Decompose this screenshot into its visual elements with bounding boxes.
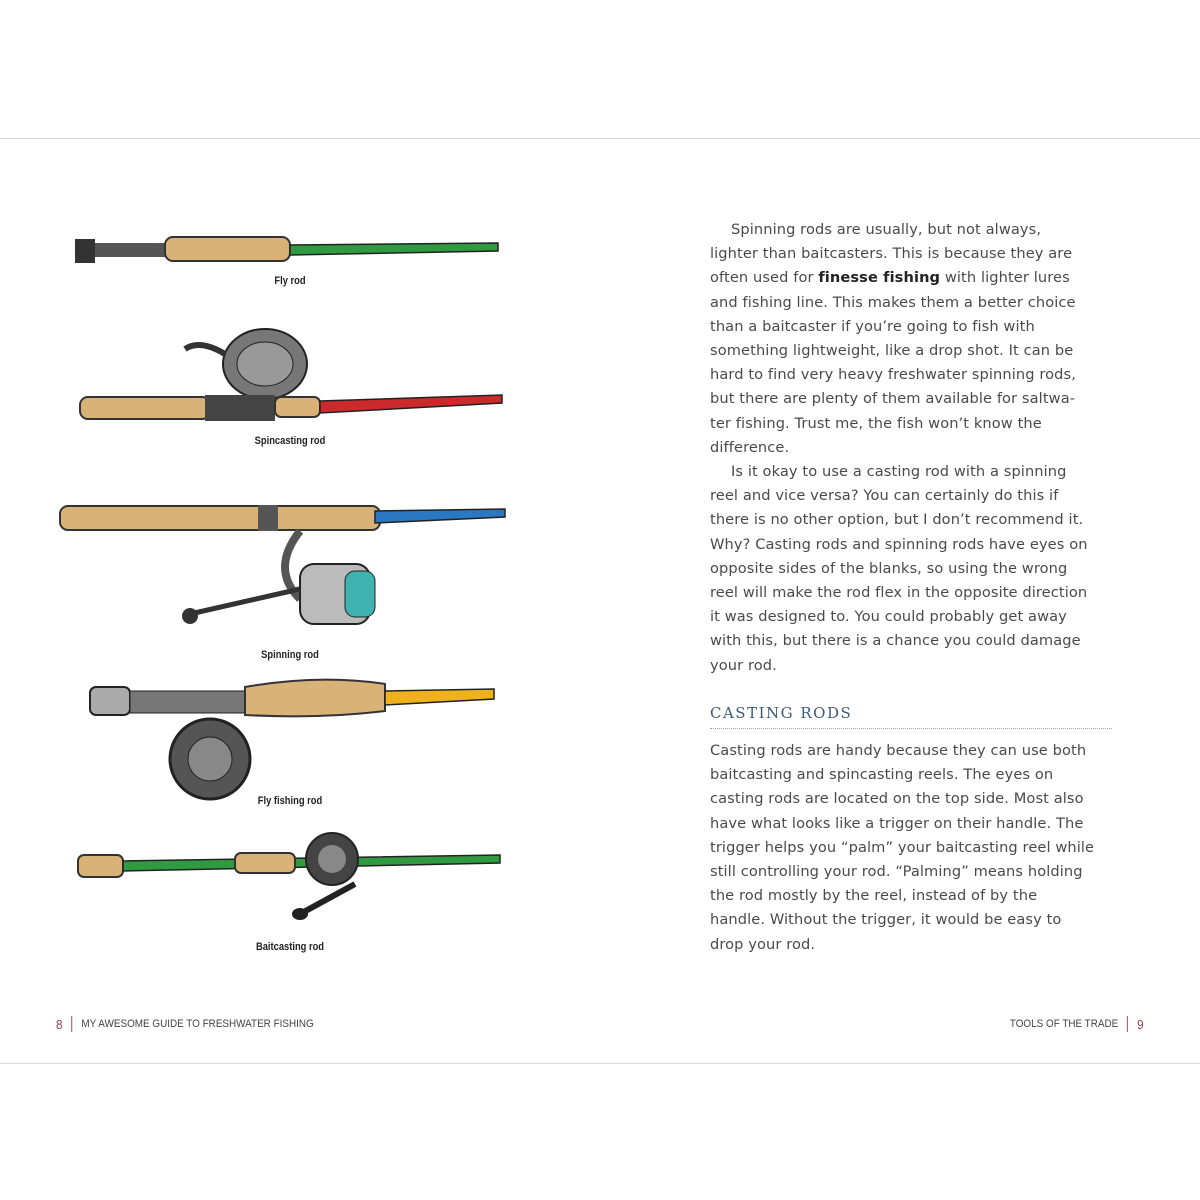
text-line: baitcasting and spincasting reels. The eyes on xyxy=(710,766,1054,784)
text-line: the rod mostly by the reel, instead of by the xyxy=(710,887,1038,905)
text-line: Is it okay to use a casting rod with a spinning xyxy=(731,463,1067,481)
text-line: difference. xyxy=(710,438,790,456)
caption-spinning-rod: Spinning rod xyxy=(261,649,319,661)
text-line: something lightweight, like a drop shot. It can be xyxy=(710,342,1074,360)
left-footer xyxy=(56,1016,314,1032)
caption-fly-fishing-rod: Fly fishing rod xyxy=(257,795,323,807)
text-line: but there are plenty of them available for saltwa- xyxy=(710,390,1076,408)
text-line: reel and vice versa? You can certainly do this if xyxy=(710,487,1059,505)
baitcasting-rod-illustration xyxy=(78,833,500,920)
text-line: casting rods are located on the top side. Most also xyxy=(710,790,1084,808)
text-line: Spinning rods are usually, but not always, xyxy=(731,221,1042,238)
text-line: with this, but there is a chance you could damage xyxy=(710,632,1081,650)
fly-fishing-rod-illustration xyxy=(90,680,494,799)
text-line: lighter than baitcasters. This is because they are xyxy=(710,245,1073,263)
caption-baitcasting-rod: Baitcasting rod xyxy=(255,941,325,953)
book-spread xyxy=(0,138,1200,1064)
text-line: and fishing line. This makes them a better choice xyxy=(710,293,1076,311)
text-line: Casting rods are handy because they can use both xyxy=(710,742,1087,759)
paragraph-casting-rods xyxy=(710,739,1110,957)
text-line: reel will make the rod flex in the opposite direction xyxy=(710,584,1088,602)
text-line xyxy=(710,266,1110,290)
fly-rod-illustration xyxy=(75,237,498,263)
chapter-title: TOOLS OF THE TRADE xyxy=(1010,1018,1119,1030)
text-span: with lighter lures xyxy=(940,269,1070,287)
text-line: Why? Casting rods and spinning rods have eyes on xyxy=(710,535,1088,553)
footer-divider xyxy=(72,1016,73,1032)
section-heading: CASTING RODS xyxy=(710,704,1112,729)
text-line: handle. Without the trigger, it would be easy to xyxy=(710,911,1062,929)
text-line: opposite sides of the blanks, so using the wrong xyxy=(710,559,1068,577)
text-line: it was designed to. You could probably get away xyxy=(710,608,1067,626)
text-line: drop your rod. xyxy=(710,935,816,953)
text-line: there is no other option, but I don’t recommend it. xyxy=(710,511,1084,529)
caption-fly-rod: Fly rod xyxy=(274,275,306,287)
text-line: than a baitcaster if you’re going to fish with xyxy=(710,317,1035,335)
page-number-right: 9 xyxy=(1137,1016,1144,1032)
text-span: often used for xyxy=(710,269,819,287)
spincasting-rod-illustration xyxy=(80,329,502,421)
text-line: have what looks like a trigger on their handle. The xyxy=(710,814,1084,832)
right-footer xyxy=(1010,1016,1144,1032)
footer-divider xyxy=(1128,1016,1129,1032)
paragraph-spinning-rods xyxy=(710,218,1110,678)
spinning-rod-illustration xyxy=(60,505,505,624)
text-line: hard to find very heavy freshwater spinning rods, xyxy=(710,366,1076,384)
text-line: ter fishing. Trust me, the fish won’t know the xyxy=(710,414,1042,432)
caption-spincasting-rod: Spincasting rod xyxy=(254,435,326,447)
text-line: trigger helps you “palm” your baitcasting reel while xyxy=(710,838,1095,856)
text-line: still controlling your rod. “Palming” means holding xyxy=(710,863,1083,881)
page-number-left: 8 xyxy=(56,1016,63,1032)
text-line: your rod. xyxy=(710,656,777,674)
book-title: MY AWESOME GUIDE TO FRESHWATER FISHING xyxy=(81,1018,314,1030)
bold-term: finesse fishing xyxy=(818,269,941,287)
